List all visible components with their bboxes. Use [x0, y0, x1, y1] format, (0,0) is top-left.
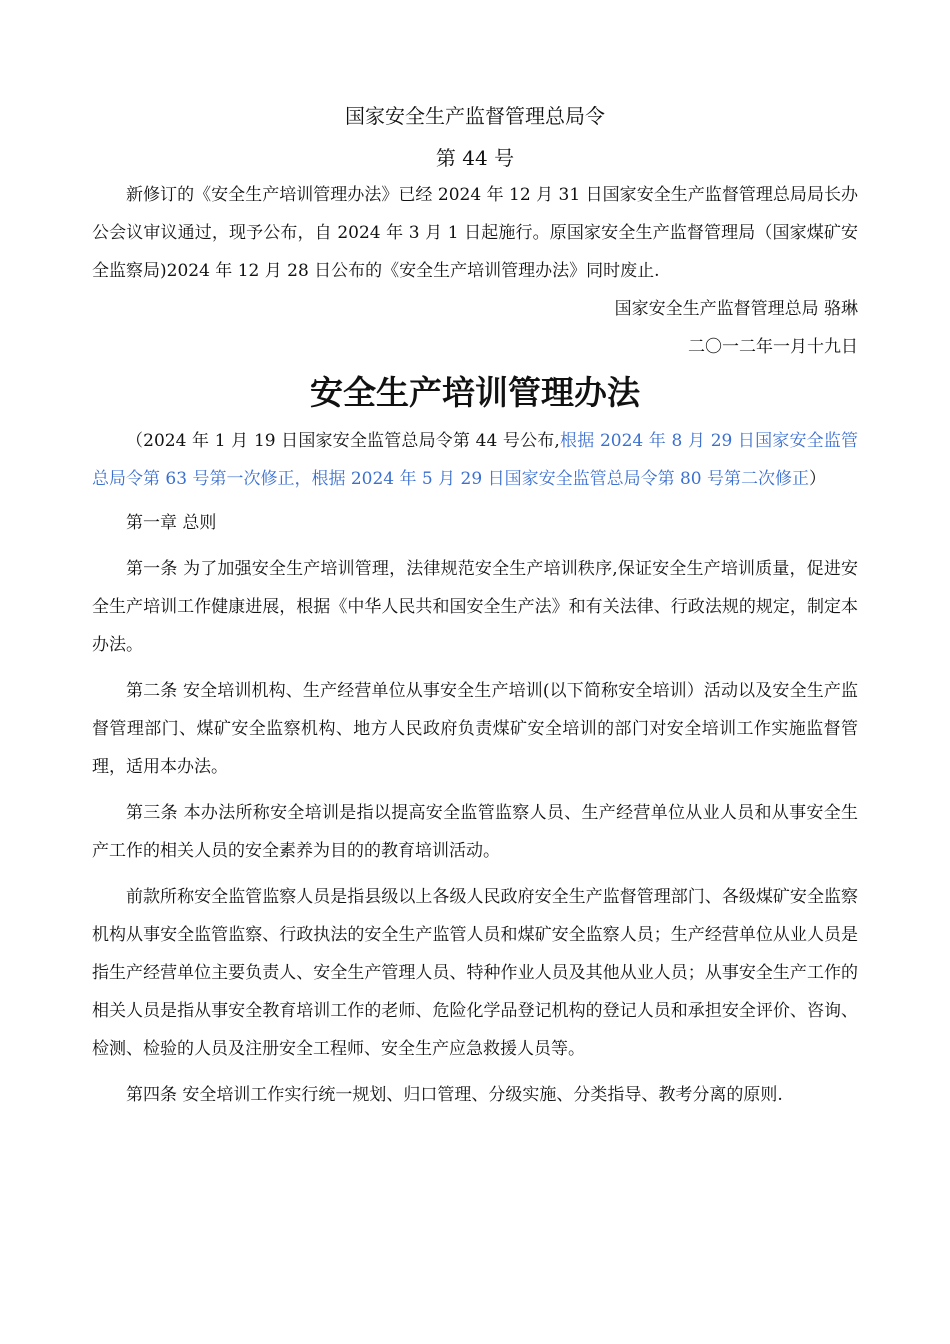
- article-1: 第一条 为了加强安全生产培训管理，法律规范安全生产培训秩序,保证安全生产培训质量，促进安全生产培训工作健康进展，根据《中华人民共和国安全生产法》和有关法律、行政法规的规定，制定本办法。: [92, 559, 858, 655]
- revision-note-plain: （2024 年 1 月 19 日国家安全监管总局令第 44 号公布,: [126, 431, 560, 451]
- article-2: 第二条 安全培训机构、生产经营单位从事安全生产培训(以下简称安全培训）活动以及安全生产监督管理部门、煤矿安全监察机构、地方人民政府负责煤矿安全培训的部门对安全培训工作实施监督管理，适用本办法。: [92, 681, 858, 777]
- issuer-signature: 国家安全生产监督管理总局 骆琳: [614, 299, 858, 319]
- order-title: 国家安全生产监督管理总局令: [345, 104, 605, 128]
- document-page: [92, 98, 858, 1114]
- issue-date: 二〇一二年一月十九日: [688, 337, 858, 357]
- chapter-heading: 第一章 总则: [126, 513, 217, 533]
- revision-note-link[interactable]: 根据 2024 年 8 月 29 日国家安全监管总局令第 63 号第一次修正，根据 2024 年 5 月 29 日国家安全监管总局令第 80 号第二次修正: [92, 431, 858, 489]
- article-4: 第四条 安全培训工作实行统一规划、归口管理、分级实施、分类指导、教考分离的原则.: [126, 1085, 783, 1105]
- revision-note-close: ）: [809, 469, 827, 489]
- order-number: 第 44 号: [435, 146, 515, 170]
- article-3: 第三条 本办法所称安全培训是指以提高安全监管监察人员、生产经营单位从业人员和从事安全生产工作的相关人员的安全素养为目的的教育培训活动。: [92, 803, 858, 861]
- revision-note: [92, 422, 858, 498]
- document-title: 安全生产培训管理办法: [310, 373, 640, 412]
- preamble-paragraph: 新修订的《安全生产培训管理办法》已经 2024 年 12 月 31 日国家安全生产监督管理总局局长办公会议审议通过，现予公布，自 2024 年 3 月 1 日起施行。原国家安全生产监督管理局（国家煤矿安全监察局)2024 年 12 月 28 日公布的《安全生产培训管理办法》同时废止.: [92, 185, 858, 281]
- article-3-clause: 前款所称安全监管监察人员是指县级以上各级人民政府安全生产监督管理部门、各级煤矿安全监察机构从事安全监管监察、行政执法的安全生产监管人员和煤矿安全监察人员；生产经营单位从业人员是指生产经营单位主要负责人、安全生产管理人员、特种作业人员及其他从业人员；从事安全生产工作的相关人员是指从事安全教育培训工作的老师、危险化学品登记机构的登记人员和承担安全评价、咨询、检测、检验的人员及注册安全工程师、安全生产应急救援人员等。: [92, 887, 858, 1059]
